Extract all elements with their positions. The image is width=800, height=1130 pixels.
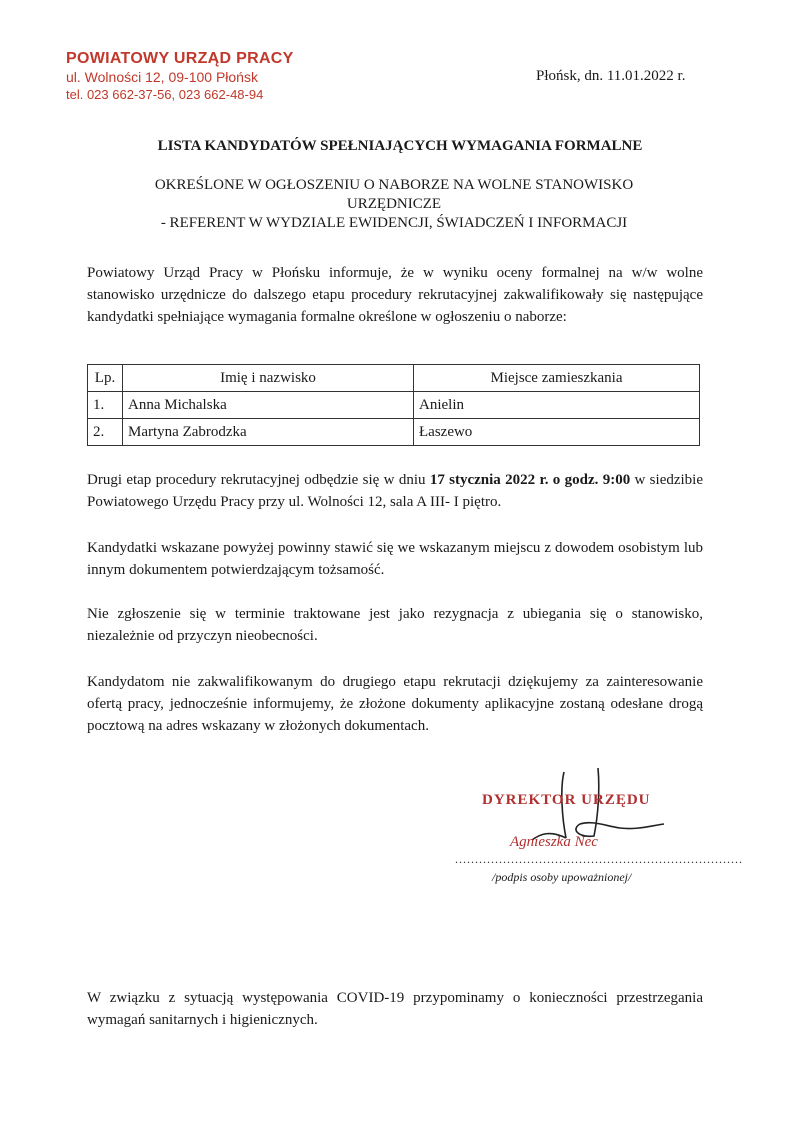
candidate-residence: Anielin	[414, 392, 700, 419]
stamp-phone: tel. 023 662-37-56, 023 662-48-94	[66, 87, 264, 102]
intro-paragraph: Powiatowy Urząd Pracy w Płońsku informuje, że w wyniku oceny formalnej na w/w wolne stanowisko urzędnicze do dalszego etapu procedury rekrutacyjnej zakwalifikowały się następujące kandydatki spełniające wymagania formalne określone w ogłoszeniu o naborze:	[87, 265, 703, 325]
column-header-name: Imię i nazwisko	[123, 365, 414, 392]
signature-caption: /podpis osoby upoważnionej/	[492, 870, 632, 884]
second-stage-paragraph	[87, 469, 703, 513]
row-number: 1.	[88, 392, 123, 419]
column-header-number: Lp.	[88, 365, 123, 392]
stamp-address: ul. Wolności 12, 09-100 Płońsk	[66, 69, 258, 85]
table-header-row	[88, 365, 700, 392]
candidate-name: Martyna Zabrodzka	[123, 419, 414, 446]
subtitle-line-2: URZĘDNICZE	[346, 196, 442, 212]
stamp-office-name: POWIATOWY URZĄD PRACY	[66, 50, 294, 67]
subtitle-line-1: OKREŚLONE W OGŁOSZENIU O NABORZE NA WOLNE STANOWISKO	[154, 177, 634, 193]
candidate-residence: Łaszewo	[414, 419, 700, 446]
subtitle-line-3: - REFERENT W WYDZIALE EWIDENCJI, ŚWIADCZEŃ I INFORMACJI	[160, 215, 628, 231]
covid-note: W związku z sytuacją występowania COVID-19 przypominamy o konieczności przestrzegania wymagań sanitarnych i higienicznych.	[87, 990, 703, 1028]
document-date: Płońsk, dn. 11.01.2022 r.	[536, 68, 686, 84]
table-row	[88, 392, 700, 419]
signature-line: ........................................................................	[455, 852, 743, 866]
second-stage-text-before: Drugi etap procedury rekrutacyjnej odbędzie się w dniu	[87, 472, 430, 488]
second-stage-text-after: w siedzibie Powiatowego Urzędu Pracy przy ul. Wolności 12, sala A III- I piętro.	[87, 472, 703, 510]
second-stage-date: 17 stycznia 2022 r. o godz. 9:00	[429, 472, 631, 488]
table-row	[88, 419, 700, 446]
candidates-table	[87, 364, 700, 446]
absence-paragraph: Nie zgłoszenie się w terminie traktowane jest jako rezygnacja z ubiegania się o stanowisko, niezależnie od przyczyn nieobecności.	[87, 606, 703, 644]
identity-document-paragraph: Kandydatki wskazane powyżej powinny stawić się we wskazanym miejscu z dowodem osobistym lub innym dokumentem potwierdzającym tożsamość.	[87, 540, 703, 578]
row-number: 2.	[88, 419, 123, 446]
document-subtitle	[120, 176, 668, 233]
director-stamp: DYREKTOR URZĘDU	[482, 792, 651, 808]
director-name: Agnieszka Nec	[510, 834, 598, 850]
document-title: LISTA KANDYDATÓW SPEŁNIAJĄCYCH WYMAGANIA FORMALNE	[157, 138, 643, 154]
office-stamp	[66, 50, 294, 104]
thanks-paragraph: Kandydatom nie zakwalifikowanym do drugiego etapu rekrutacji dziękujemy za zainteresowanie ofertą pracy, jednocześnie informujemy, że złożone dokumenty aplikacyjne zostaną odesłane drogą pocztową na adres wskazany w złożonych dokumentach.	[87, 674, 703, 734]
column-header-residence: Miejsce zamieszkania	[414, 365, 700, 392]
candidate-name: Anna Michalska	[123, 392, 414, 419]
